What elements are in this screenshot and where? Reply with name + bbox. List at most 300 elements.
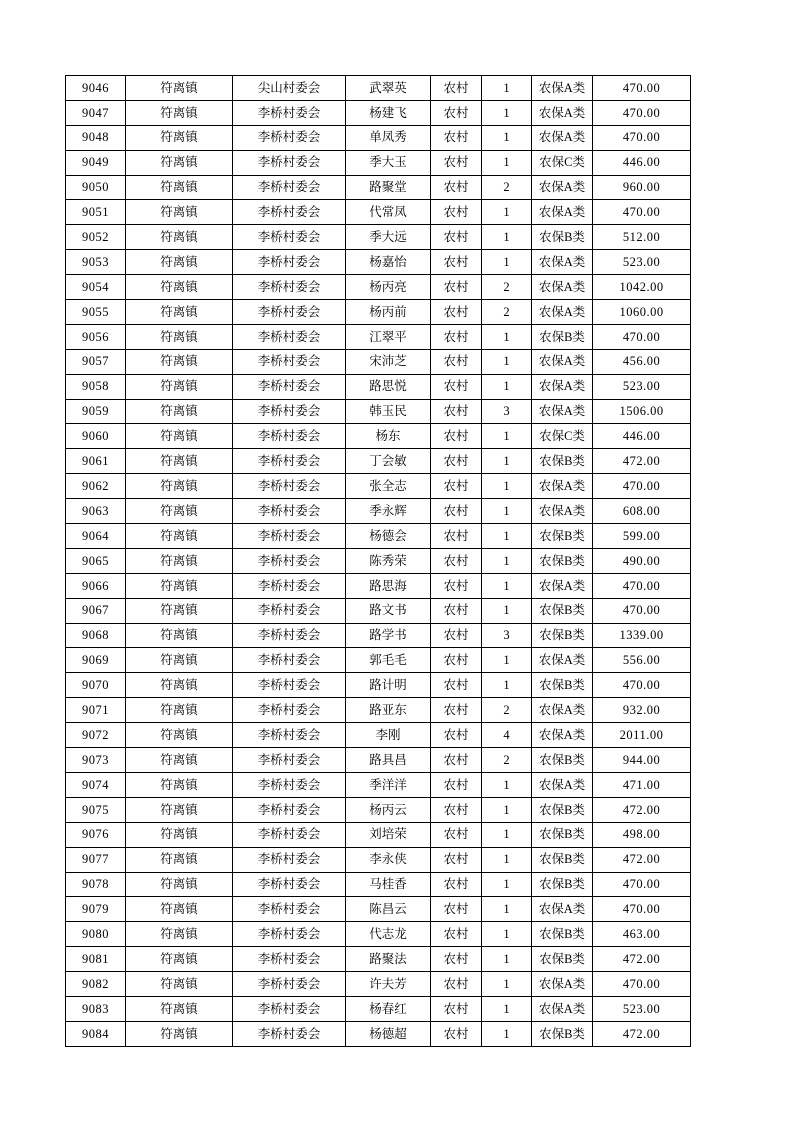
cell-town: 符离镇 <box>126 300 233 325</box>
cell-serial: 9080 <box>66 922 126 947</box>
cell-person-name: 宋沛芝 <box>346 349 431 374</box>
cell-residence-type: 农村 <box>431 797 482 822</box>
cell-residence-type: 农村 <box>431 474 482 499</box>
cell-person-count: 1 <box>482 225 532 250</box>
table-row <box>66 275 691 300</box>
cell-village-committee: 李桥村委会 <box>233 598 346 623</box>
cell-town: 符离镇 <box>126 275 233 300</box>
table-row <box>66 673 691 698</box>
cell-town: 符离镇 <box>126 324 233 349</box>
cell-residence-type: 农村 <box>431 947 482 972</box>
table-row <box>66 623 691 648</box>
table-row <box>66 797 691 822</box>
table-row <box>66 300 691 325</box>
cell-person-count: 1 <box>482 499 532 524</box>
cell-town: 符离镇 <box>126 648 233 673</box>
cell-person-count: 1 <box>482 250 532 275</box>
cell-person-count: 1 <box>482 598 532 623</box>
cell-amount: 470.00 <box>593 324 691 349</box>
cell-town: 符离镇 <box>126 847 233 872</box>
cell-insurance-category: 农保A类 <box>532 349 593 374</box>
cell-insurance-category: 农保B类 <box>532 623 593 648</box>
cell-serial: 9079 <box>66 897 126 922</box>
cell-town: 符离镇 <box>126 349 233 374</box>
cell-amount: 1060.00 <box>593 300 691 325</box>
cell-insurance-category: 农保B类 <box>532 872 593 897</box>
cell-village-committee: 李桥村委会 <box>233 723 346 748</box>
cell-village-committee: 李桥村委会 <box>233 623 346 648</box>
cell-person-count: 1 <box>482 76 532 101</box>
cell-amount: 470.00 <box>593 125 691 150</box>
cell-village-committee: 李桥村委会 <box>233 449 346 474</box>
table-row <box>66 250 691 275</box>
cell-residence-type: 农村 <box>431 175 482 200</box>
cell-person-count: 1 <box>482 772 532 797</box>
cell-insurance-category: 农保A类 <box>532 474 593 499</box>
cell-village-committee: 李桥村委会 <box>233 698 346 723</box>
cell-person-name: 代志龙 <box>346 922 431 947</box>
cell-village-committee: 李桥村委会 <box>233 150 346 175</box>
cell-insurance-category: 农保A类 <box>532 698 593 723</box>
cell-person-count: 1 <box>482 972 532 997</box>
cell-insurance-category: 农保A类 <box>532 175 593 200</box>
cell-residence-type: 农村 <box>431 399 482 424</box>
cell-person-name: 路具昌 <box>346 748 431 773</box>
cell-serial: 9084 <box>66 1021 126 1046</box>
cell-residence-type: 农村 <box>431 200 482 225</box>
cell-town: 符离镇 <box>126 972 233 997</box>
cell-amount: 470.00 <box>593 76 691 101</box>
cell-serial: 9046 <box>66 76 126 101</box>
cell-amount: 446.00 <box>593 424 691 449</box>
cell-village-committee: 李桥村委会 <box>233 648 346 673</box>
cell-person-name: 张全志 <box>346 474 431 499</box>
cell-town: 符离镇 <box>126 424 233 449</box>
cell-residence-type: 农村 <box>431 673 482 698</box>
cell-village-committee: 李桥村委会 <box>233 300 346 325</box>
cell-amount: 470.00 <box>593 573 691 598</box>
table-row <box>66 449 691 474</box>
cell-insurance-category: 农保C类 <box>532 150 593 175</box>
cell-insurance-category: 农保A类 <box>532 374 593 399</box>
cell-insurance-category: 农保B类 <box>532 847 593 872</box>
cell-amount: 498.00 <box>593 822 691 847</box>
cell-serial: 9065 <box>66 548 126 573</box>
cell-residence-type: 农村 <box>431 748 482 773</box>
cell-insurance-category: 农保A类 <box>532 125 593 150</box>
cell-village-committee: 李桥村委会 <box>233 673 346 698</box>
cell-person-count: 1 <box>482 424 532 449</box>
cell-village-committee: 李桥村委会 <box>233 524 346 549</box>
cell-village-committee: 李桥村委会 <box>233 972 346 997</box>
cell-insurance-category: 农保B类 <box>532 225 593 250</box>
cell-serial: 9063 <box>66 499 126 524</box>
table-row <box>66 598 691 623</box>
cell-amount: 599.00 <box>593 524 691 549</box>
cell-person-name: 武翠英 <box>346 76 431 101</box>
cell-insurance-category: 农保A类 <box>532 100 593 125</box>
cell-serial: 9056 <box>66 324 126 349</box>
cell-person-count: 1 <box>482 125 532 150</box>
cell-person-name: 单凤秀 <box>346 125 431 150</box>
table-row <box>66 524 691 549</box>
table-row <box>66 723 691 748</box>
cell-person-name: 李刚 <box>346 723 431 748</box>
cell-residence-type: 农村 <box>431 250 482 275</box>
cell-residence-type: 农村 <box>431 822 482 847</box>
cell-person-count: 4 <box>482 723 532 748</box>
cell-serial: 9057 <box>66 349 126 374</box>
cell-person-name: 路聚堂 <box>346 175 431 200</box>
cell-person-name: 杨丙亮 <box>346 275 431 300</box>
cell-person-name: 杨春红 <box>346 996 431 1021</box>
cell-person-count: 1 <box>482 548 532 573</box>
table-row <box>66 125 691 150</box>
cell-serial: 9074 <box>66 772 126 797</box>
cell-village-committee: 李桥村委会 <box>233 200 346 225</box>
cell-person-count: 1 <box>482 449 532 474</box>
cell-person-count: 1 <box>482 648 532 673</box>
cell-amount: 556.00 <box>593 648 691 673</box>
cell-amount: 944.00 <box>593 748 691 773</box>
cell-serial: 9076 <box>66 822 126 847</box>
cell-residence-type: 农村 <box>431 275 482 300</box>
cell-town: 符离镇 <box>126 449 233 474</box>
cell-serial: 9066 <box>66 573 126 598</box>
table-row <box>66 748 691 773</box>
cell-village-committee: 李桥村委会 <box>233 275 346 300</box>
cell-serial: 9071 <box>66 698 126 723</box>
cell-residence-type: 农村 <box>431 847 482 872</box>
cell-town: 符离镇 <box>126 996 233 1021</box>
cell-person-count: 2 <box>482 175 532 200</box>
cell-person-count: 1 <box>482 374 532 399</box>
cell-person-count: 2 <box>482 698 532 723</box>
cell-person-count: 1 <box>482 200 532 225</box>
cell-residence-type: 农村 <box>431 524 482 549</box>
cell-village-committee: 李桥村委会 <box>233 548 346 573</box>
cell-serial: 9047 <box>66 100 126 125</box>
cell-residence-type: 农村 <box>431 872 482 897</box>
cell-town: 符离镇 <box>126 200 233 225</box>
cell-person-name: 季洋洋 <box>346 772 431 797</box>
subsidy-roster-table <box>65 75 691 1047</box>
table-row <box>66 548 691 573</box>
table-row <box>66 772 691 797</box>
table-row <box>66 698 691 723</box>
cell-insurance-category: 农保B类 <box>532 598 593 623</box>
cell-serial: 9055 <box>66 300 126 325</box>
cell-insurance-category: 农保A类 <box>532 723 593 748</box>
cell-town: 符离镇 <box>126 225 233 250</box>
cell-town: 符离镇 <box>126 125 233 150</box>
table-row <box>66 349 691 374</box>
cell-amount: 472.00 <box>593 947 691 972</box>
cell-serial: 9052 <box>66 225 126 250</box>
cell-person-name: 杨德超 <box>346 1021 431 1046</box>
cell-amount: 472.00 <box>593 449 691 474</box>
cell-person-name: 杨嘉怡 <box>346 250 431 275</box>
cell-town: 符离镇 <box>126 150 233 175</box>
cell-village-committee: 李桥村委会 <box>233 1021 346 1046</box>
cell-amount: 472.00 <box>593 797 691 822</box>
cell-person-name: 路计明 <box>346 673 431 698</box>
cell-person-name: 陈秀荣 <box>346 548 431 573</box>
cell-town: 符离镇 <box>126 175 233 200</box>
cell-serial: 9064 <box>66 524 126 549</box>
cell-village-committee: 李桥村委会 <box>233 399 346 424</box>
cell-residence-type: 农村 <box>431 349 482 374</box>
table-row <box>66 374 691 399</box>
cell-person-count: 2 <box>482 275 532 300</box>
cell-amount: 470.00 <box>593 200 691 225</box>
cell-serial: 9053 <box>66 250 126 275</box>
cell-amount: 463.00 <box>593 922 691 947</box>
cell-town: 符离镇 <box>126 374 233 399</box>
cell-serial: 9048 <box>66 125 126 150</box>
cell-serial: 9049 <box>66 150 126 175</box>
cell-village-committee: 李桥村委会 <box>233 573 346 598</box>
table-row <box>66 573 691 598</box>
cell-serial: 9078 <box>66 872 126 897</box>
table-row <box>66 100 691 125</box>
cell-residence-type: 农村 <box>431 922 482 947</box>
cell-town: 符离镇 <box>126 573 233 598</box>
cell-residence-type: 农村 <box>431 573 482 598</box>
cell-serial: 9077 <box>66 847 126 872</box>
cell-insurance-category: 农保B类 <box>532 449 593 474</box>
cell-insurance-category: 农保B类 <box>532 1021 593 1046</box>
cell-town: 符离镇 <box>126 872 233 897</box>
table-row <box>66 922 691 947</box>
cell-amount: 470.00 <box>593 474 691 499</box>
cell-person-name: 季大远 <box>346 225 431 250</box>
cell-person-name: 季永辉 <box>346 499 431 524</box>
table-row <box>66 947 691 972</box>
cell-amount: 512.00 <box>593 225 691 250</box>
cell-insurance-category: 农保A类 <box>532 573 593 598</box>
cell-residence-type: 农村 <box>431 648 482 673</box>
cell-person-count: 2 <box>482 300 532 325</box>
cell-village-committee: 李桥村委会 <box>233 474 346 499</box>
cell-amount: 446.00 <box>593 150 691 175</box>
table-row <box>66 474 691 499</box>
table-row <box>66 822 691 847</box>
cell-serial: 9059 <box>66 399 126 424</box>
cell-person-count: 1 <box>482 822 532 847</box>
cell-village-committee: 李桥村委会 <box>233 922 346 947</box>
table-row <box>66 499 691 524</box>
cell-person-name: 路思悦 <box>346 374 431 399</box>
cell-serial: 9081 <box>66 947 126 972</box>
cell-amount: 472.00 <box>593 1021 691 1046</box>
cell-residence-type: 农村 <box>431 374 482 399</box>
cell-insurance-category: 农保C类 <box>532 424 593 449</box>
cell-town: 符离镇 <box>126 822 233 847</box>
cell-amount: 523.00 <box>593 374 691 399</box>
table-row <box>66 1021 691 1046</box>
cell-insurance-category: 农保B类 <box>532 324 593 349</box>
cell-person-count: 1 <box>482 996 532 1021</box>
cell-town: 符离镇 <box>126 76 233 101</box>
cell-person-name: 杨德会 <box>346 524 431 549</box>
cell-serial: 9062 <box>66 474 126 499</box>
cell-residence-type: 农村 <box>431 623 482 648</box>
cell-residence-type: 农村 <box>431 499 482 524</box>
cell-serial: 9069 <box>66 648 126 673</box>
cell-amount: 470.00 <box>593 673 691 698</box>
cell-person-count: 1 <box>482 349 532 374</box>
cell-insurance-category: 农保A类 <box>532 772 593 797</box>
cell-village-committee: 李桥村委会 <box>233 947 346 972</box>
cell-residence-type: 农村 <box>431 996 482 1021</box>
cell-serial: 9075 <box>66 797 126 822</box>
cell-insurance-category: 农保B类 <box>532 822 593 847</box>
cell-amount: 2011.00 <box>593 723 691 748</box>
cell-residence-type: 农村 <box>431 300 482 325</box>
cell-person-count: 1 <box>482 947 532 972</box>
cell-serial: 9061 <box>66 449 126 474</box>
cell-amount: 456.00 <box>593 349 691 374</box>
cell-residence-type: 农村 <box>431 449 482 474</box>
cell-residence-type: 农村 <box>431 972 482 997</box>
table-body <box>66 76 691 1047</box>
cell-person-name: 李永侠 <box>346 847 431 872</box>
cell-person-count: 1 <box>482 100 532 125</box>
cell-village-committee: 李桥村委会 <box>233 772 346 797</box>
cell-person-name: 路文书 <box>346 598 431 623</box>
cell-person-count: 1 <box>482 324 532 349</box>
cell-serial: 9083 <box>66 996 126 1021</box>
cell-person-count: 1 <box>482 922 532 947</box>
cell-village-committee: 李桥村委会 <box>233 499 346 524</box>
table-row <box>66 76 691 101</box>
table-row <box>66 872 691 897</box>
cell-person-name: 季大玉 <box>346 150 431 175</box>
cell-person-name: 路思海 <box>346 573 431 598</box>
cell-insurance-category: 农保A类 <box>532 996 593 1021</box>
cell-residence-type: 农村 <box>431 76 482 101</box>
cell-person-name: 路学书 <box>346 623 431 648</box>
cell-amount: 523.00 <box>593 250 691 275</box>
cell-amount: 470.00 <box>593 872 691 897</box>
cell-insurance-category: 农保B类 <box>532 947 593 972</box>
cell-person-name: 代常凤 <box>346 200 431 225</box>
cell-village-committee: 李桥村委会 <box>233 797 346 822</box>
cell-residence-type: 农村 <box>431 772 482 797</box>
cell-serial: 9073 <box>66 748 126 773</box>
cell-village-committee: 李桥村委会 <box>233 324 346 349</box>
cell-village-committee: 李桥村委会 <box>233 872 346 897</box>
cell-person-count: 1 <box>482 573 532 598</box>
cell-town: 符离镇 <box>126 698 233 723</box>
cell-serial: 9051 <box>66 200 126 225</box>
cell-village-committee: 李桥村委会 <box>233 100 346 125</box>
cell-person-count: 1 <box>482 673 532 698</box>
cell-town: 符离镇 <box>126 250 233 275</box>
cell-village-committee: 李桥村委会 <box>233 822 346 847</box>
cell-residence-type: 农村 <box>431 324 482 349</box>
table-row <box>66 225 691 250</box>
cell-insurance-category: 农保A类 <box>532 648 593 673</box>
cell-residence-type: 农村 <box>431 598 482 623</box>
cell-residence-type: 农村 <box>431 897 482 922</box>
cell-town: 符离镇 <box>126 399 233 424</box>
cell-village-committee: 李桥村委会 <box>233 250 346 275</box>
cell-serial: 9070 <box>66 673 126 698</box>
cell-residence-type: 农村 <box>431 225 482 250</box>
cell-town: 符离镇 <box>126 1021 233 1046</box>
cell-person-count: 1 <box>482 897 532 922</box>
cell-person-name: 丁会敏 <box>346 449 431 474</box>
cell-amount: 470.00 <box>593 897 691 922</box>
cell-insurance-category: 农保B类 <box>532 922 593 947</box>
cell-amount: 1506.00 <box>593 399 691 424</box>
cell-person-name: 陈昌云 <box>346 897 431 922</box>
cell-amount: 1042.00 <box>593 275 691 300</box>
cell-town: 符离镇 <box>126 748 233 773</box>
table-row <box>66 324 691 349</box>
cell-person-name: 杨东 <box>346 424 431 449</box>
cell-amount: 490.00 <box>593 548 691 573</box>
cell-town: 符离镇 <box>126 947 233 972</box>
cell-person-count: 1 <box>482 847 532 872</box>
cell-person-name: 韩玉民 <box>346 399 431 424</box>
table-row <box>66 847 691 872</box>
cell-amount: 932.00 <box>593 698 691 723</box>
cell-person-name: 路聚法 <box>346 947 431 972</box>
cell-insurance-category: 农保B类 <box>532 673 593 698</box>
cell-serial: 9060 <box>66 424 126 449</box>
cell-person-count: 3 <box>482 623 532 648</box>
cell-town: 符离镇 <box>126 548 233 573</box>
table-row <box>66 175 691 200</box>
cell-residence-type: 农村 <box>431 698 482 723</box>
cell-insurance-category: 农保B类 <box>532 548 593 573</box>
cell-serial: 9082 <box>66 972 126 997</box>
cell-amount: 608.00 <box>593 499 691 524</box>
table-row <box>66 200 691 225</box>
cell-town: 符离镇 <box>126 499 233 524</box>
cell-town: 符离镇 <box>126 100 233 125</box>
cell-residence-type: 农村 <box>431 1021 482 1046</box>
cell-town: 符离镇 <box>126 474 233 499</box>
cell-village-committee: 尖山村委会 <box>233 76 346 101</box>
cell-person-name: 杨丙云 <box>346 797 431 822</box>
cell-town: 符离镇 <box>126 723 233 748</box>
cell-village-committee: 李桥村委会 <box>233 996 346 1021</box>
cell-amount: 471.00 <box>593 772 691 797</box>
cell-serial: 9058 <box>66 374 126 399</box>
cell-insurance-category: 农保A类 <box>532 76 593 101</box>
cell-insurance-category: 农保A类 <box>532 897 593 922</box>
cell-village-committee: 李桥村委会 <box>233 175 346 200</box>
cell-amount: 470.00 <box>593 972 691 997</box>
cell-amount: 470.00 <box>593 598 691 623</box>
cell-person-name: 路亚东 <box>346 698 431 723</box>
cell-person-count: 1 <box>482 150 532 175</box>
cell-village-committee: 李桥村委会 <box>233 424 346 449</box>
table-row <box>66 150 691 175</box>
cell-person-name: 刘培荣 <box>346 822 431 847</box>
cell-village-committee: 李桥村委会 <box>233 125 346 150</box>
table-row <box>66 424 691 449</box>
cell-residence-type: 农村 <box>431 723 482 748</box>
cell-insurance-category: 农保A类 <box>532 275 593 300</box>
cell-person-name: 许夫芳 <box>346 972 431 997</box>
cell-village-committee: 李桥村委会 <box>233 897 346 922</box>
cell-person-count: 1 <box>482 797 532 822</box>
